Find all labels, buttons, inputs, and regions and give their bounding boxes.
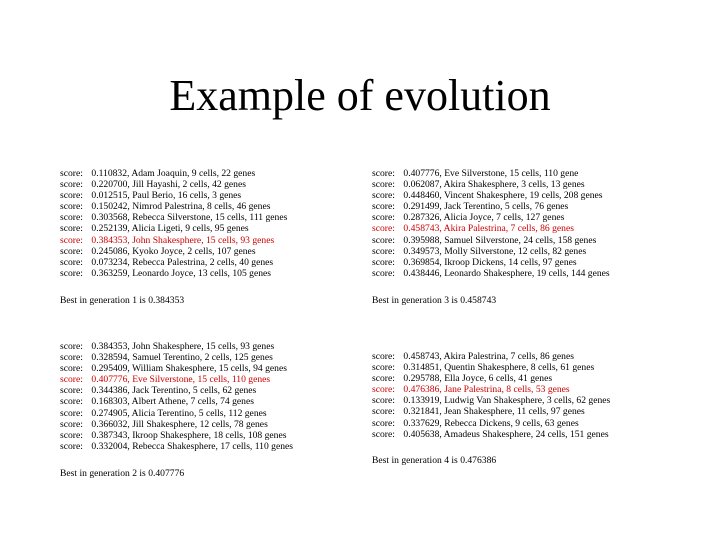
individual-row: score: 0.314851, Quentin Shakesphere, 8 cells, 61 genes	[372, 362, 595, 374]
score-value: 0.332004	[91, 440, 128, 452]
score-label: score:	[60, 234, 83, 246]
score-value: 0.328594	[91, 352, 128, 364]
score-label: score:	[372, 384, 395, 396]
score-label: score:	[372, 201, 395, 213]
score-label: score:	[60, 201, 83, 213]
individual-row: score: 0.438446, Leonardo Shakesphere, 19 cells, 144 genes	[372, 267, 610, 279]
individual-row: score: 0.287326, Alicia Joyce, 7 cells, 127 genes	[372, 212, 565, 224]
individual-description: Alicia Ligeti, 9 cells, 95 genes	[131, 223, 249, 235]
individual-row: score: 0.448460, Vincent Shakesphere, 19 cells, 208 genes	[372, 190, 603, 202]
individual-description: Jean Shakesphere, 11 cells, 97 genes	[444, 406, 585, 418]
score-label: score:	[372, 417, 395, 429]
score-value: 0.395988	[403, 234, 440, 246]
individual-row: score: 0.387343, Ikroop Shakesphere, 18 cells, 108 genes	[60, 429, 287, 441]
score-label: score:	[60, 407, 83, 419]
individual-row: score: 0.328594, Samuel Terentino, 2 cells, 125 genes	[60, 352, 273, 364]
score-value: 0.369854	[403, 256, 440, 268]
score-value: 0.366032	[91, 418, 128, 430]
score-value: 0.295409	[91, 363, 128, 375]
individual-description: Albert Athene, 7 cells, 74 genes	[131, 396, 254, 408]
generation-4-panel	[372, 351, 702, 467]
score-value: 0.407776	[403, 168, 440, 179]
score-value: 0.349573	[403, 245, 440, 257]
score-value: 0.407776	[91, 374, 128, 386]
individual-row: score: 0.220700, Jill Hayashi, 2 cells, 42 genes	[60, 179, 246, 191]
score-value: 0.448460	[403, 190, 440, 202]
individual-row: score: 0.332004, Rebecca Shakesphere, 17 cells, 110 genes	[60, 440, 293, 452]
individual-description: Jack Terentino, 5 cells, 62 genes	[132, 385, 257, 397]
score-label: score:	[60, 374, 83, 386]
score-label: score:	[60, 168, 83, 179]
score-value: 0.295788	[403, 373, 440, 385]
score-value: 0.150242	[91, 201, 128, 213]
individual-description: Alicia Terentino, 5 cells, 112 genes	[131, 407, 267, 419]
score-value: 0.476386	[403, 384, 440, 396]
individual-description: Adam Joaquin, 9 cells, 22 genes	[131, 168, 256, 179]
score-label: score:	[60, 418, 83, 430]
individual-description: William Shakesphere, 15 cells, 94 genes	[132, 363, 287, 375]
score-label: score:	[60, 223, 83, 235]
individual-row: score: 0.291499, Jack Terentino, 5 cells, 76 genes	[372, 201, 569, 213]
individual-description: Nimrod Palestrina, 8 cells, 46 genes	[132, 201, 271, 213]
generation-4-list	[372, 351, 702, 440]
score-value: 0.458743	[403, 223, 440, 235]
individual-row: score: 0.110832, Adam Joaquin, 9 cells, 22 genes	[60, 168, 256, 179]
score-value: 0.363259	[91, 267, 128, 279]
generation-1-panel	[60, 168, 390, 307]
individual-description: Amadeus Shakesphere, 24 cells, 151 genes	[443, 428, 609, 440]
generation-1-best: Best in generation 1 is 0.384353	[60, 294, 185, 306]
individual-description: Ludwig Van Shakesphere, 3 cells, 62 genes	[444, 395, 611, 407]
score-value: 0.133919	[403, 395, 440, 407]
individual-description: Leonardo Shakesphere, 19 cells, 144 genes	[444, 267, 610, 279]
score-value: 0.252139	[91, 223, 128, 235]
individual-row: score: 0.062087, Akira Shakesphere, 3 cells, 13 genes	[372, 179, 585, 191]
score-label: score:	[372, 168, 395, 179]
individual-description: Eve Silverstone, 15 cells, 110 gene	[444, 168, 579, 179]
individual-description: Jill Shakesphere, 12 cells, 78 genes	[132, 418, 268, 430]
individual-description: Rebecca Shakesphere, 17 cells, 110 genes	[132, 440, 293, 452]
score-label: score:	[372, 351, 395, 362]
individual-row: score: 0.407776, Eve Silverstone, 15 cells, 110 gene	[372, 168, 579, 179]
individual-row: score: 0.303568, Rebecca Silverstone, 15 cells, 111 genes	[60, 212, 288, 224]
generation-2-best: Best in generation 2 is 0.407776	[60, 467, 185, 479]
generation-3-list	[372, 168, 702, 279]
generation-1-list	[60, 168, 390, 279]
score-label: score:	[372, 373, 395, 385]
score-value: 0.287326	[403, 212, 440, 224]
score-value: 0.168303	[91, 396, 128, 408]
individual-row: score: 0.150242, Nimrod Palestrina, 8 cells, 46 genes	[60, 201, 271, 213]
individual-row: score: 0.369854, Ikroop Dickens, 14 cells, 97 genes	[372, 256, 577, 268]
score-label: score:	[372, 245, 395, 257]
score-value: 0.344386	[91, 385, 128, 397]
individual-description: Akira Palestrina, 7 cells, 86 genes	[443, 351, 574, 362]
score-value: 0.073234	[91, 256, 128, 268]
individual-description: Samuel Terentino, 2 cells, 125 genes	[132, 352, 273, 364]
individual-row: score: 0.363259, Leonardo Joyce, 13 cells, 105 genes	[60, 267, 271, 279]
individual-description: Ella Joyce, 6 cells, 41 genes	[444, 373, 553, 385]
individual-description: Ikroop Dickens, 14 cells, 97 genes	[444, 256, 577, 268]
generation-2-panel	[60, 341, 390, 480]
score-label: score:	[372, 179, 395, 191]
score-value: 0.012515	[91, 190, 128, 202]
individual-description: Kyoko Joyce, 2 cells, 107 genes	[132, 245, 256, 257]
individual-row: score: 0.073234, Rebecca Palestrina, 2 cells, 40 genes	[60, 256, 274, 268]
score-value: 0.405638	[403, 428, 440, 440]
individual-row: score: 0.321841, Jean Shakesphere, 11 cells, 97 genes	[372, 406, 585, 418]
generation-2-list	[60, 341, 390, 452]
individual-description: Rebecca Dickens, 9 cells, 63 genes	[444, 417, 579, 429]
score-label: score:	[60, 179, 83, 191]
score-label: score:	[372, 395, 395, 407]
score-value: 0.458743	[403, 351, 440, 362]
best-individual-row: score: 0.407776, Eve Silverstone, 15 cells, 110 genes	[60, 374, 271, 386]
score-label: score:	[60, 429, 83, 441]
individual-description: Leonardo Joyce, 13 cells, 105 genes	[132, 267, 271, 279]
individual-description: Eve Silverstone, 15 cells, 110 genes	[132, 374, 271, 386]
individual-row: score: 0.384353, John Shakesphere, 15 cells, 93 genes	[60, 341, 275, 352]
score-value: 0.220700	[91, 179, 128, 191]
individual-row: score: 0.295788, Ella Joyce, 6 cells, 41 genes	[372, 373, 553, 385]
score-label: score:	[60, 341, 83, 352]
score-label: score:	[372, 223, 395, 235]
score-label: score:	[60, 352, 83, 364]
individual-description: Quentin Shakesphere, 8 cells, 61 genes	[444, 362, 595, 374]
score-label: score:	[60, 267, 83, 279]
score-value: 0.337629	[403, 417, 440, 429]
individual-description: Jill Hayashi, 2 cells, 42 genes	[132, 179, 246, 191]
score-label: score:	[60, 256, 83, 268]
individual-description: Jack Terentino, 5 cells, 76 genes	[444, 201, 569, 213]
slide-title: Example of evolution	[169, 71, 551, 120]
score-value: 0.387343	[91, 429, 128, 441]
score-value: 0.110832	[91, 168, 128, 179]
score-label: score:	[60, 190, 83, 202]
best-individual-row: score: 0.458743, Akira Palestrina, 7 cells, 86 genes	[372, 223, 574, 235]
score-value: 0.303568	[91, 212, 128, 224]
score-label: score:	[60, 385, 83, 397]
individual-row: score: 0.344386, Jack Terentino, 5 cells, 62 genes	[60, 385, 257, 397]
individual-description: John Shakesphere, 15 cells, 93 genes	[132, 341, 275, 352]
individual-row: score: 0.133919, Ludwig Van Shakesphere, 3 cells, 62 genes	[372, 395, 611, 407]
score-label: score:	[60, 245, 83, 257]
individual-row: score: 0.295409, William Shakesphere, 15 cells, 94 genes	[60, 363, 287, 375]
score-label: score:	[372, 212, 395, 224]
score-value: 0.245086	[91, 245, 128, 257]
individual-description: Rebecca Palestrina, 2 cells, 40 genes	[132, 256, 274, 268]
individual-row: score: 0.337629, Rebecca Dickens, 9 cells, 63 genes	[372, 417, 579, 429]
individual-description: Ikroop Shakesphere, 18 cells, 108 genes	[132, 429, 287, 441]
individual-description: Rebecca Silverstone, 15 cells, 111 genes	[132, 212, 288, 224]
individual-description: Vincent Shakesphere, 19 cells, 208 genes	[444, 190, 603, 202]
individual-description: Molly Silverstone, 12 cells, 82 genes	[444, 245, 587, 257]
score-value: 0.274905	[91, 407, 128, 419]
individual-row: score: 0.274905, Alicia Terentino, 5 cells, 112 genes	[60, 407, 267, 419]
individual-row: score: 0.349573, Molly Silverstone, 12 cells, 82 genes	[372, 245, 587, 257]
generation-3-panel	[372, 168, 702, 307]
score-label: score:	[372, 234, 395, 246]
individual-description: John Shakesphere, 15 cells, 93 genes	[132, 234, 275, 246]
individual-description: Akira Palestrina, 7 cells, 86 genes	[443, 223, 574, 235]
score-label: score:	[372, 267, 395, 279]
score-label: score:	[372, 190, 395, 202]
individual-row: score: 0.366032, Jill Shakesphere, 12 cells, 78 genes	[60, 418, 268, 430]
score-label: score:	[372, 362, 395, 374]
individual-row: score: 0.012515, Paul Berio, 16 cells, 3 genes	[60, 190, 242, 202]
individual-row: score: 0.252139, Alicia Ligeti, 9 cells, 95 genes	[60, 223, 249, 235]
score-label: score:	[60, 396, 83, 408]
score-value: 0.438446	[403, 267, 440, 279]
score-value: 0.291499	[403, 201, 440, 213]
score-value: 0.384353	[91, 341, 128, 352]
individual-row: score: 0.245086, Kyoko Joyce, 2 cells, 107 genes	[60, 245, 256, 257]
score-label: score:	[60, 440, 83, 452]
individual-description: Samuel Silverstone, 24 cells, 158 genes	[444, 234, 597, 246]
generation-3-best: Best in generation 3 is 0.458743	[372, 294, 497, 306]
score-value: 0.384353	[91, 234, 128, 246]
best-individual-row: score: 0.476386, Jane Palestrina, 8 cells, 53 genes	[372, 384, 570, 396]
score-label: score:	[372, 406, 395, 418]
individual-row: score: 0.395988, Samuel Silverstone, 24 cells, 158 genes	[372, 234, 597, 246]
individual-description: Alicia Joyce, 7 cells, 127 genes	[443, 212, 565, 224]
individual-row: score: 0.168303, Albert Athene, 7 cells, 74 genes	[60, 396, 254, 408]
score-label: score:	[60, 212, 83, 224]
score-value: 0.314851	[403, 362, 440, 374]
score-label: score:	[372, 256, 395, 268]
best-individual-row: score: 0.384353, John Shakesphere, 15 cells, 93 genes	[60, 234, 275, 246]
individual-row: score: 0.458743, Akira Palestrina, 7 cells, 86 genes	[372, 351, 574, 362]
score-value: 0.321841	[403, 406, 440, 418]
individual-description: Akira Shakesphere, 3 cells, 13 genes	[443, 179, 585, 191]
score-value: 0.062087	[403, 179, 440, 191]
individual-row: score: 0.405638, Amadeus Shakesphere, 24 cells, 151 genes	[372, 428, 609, 440]
generation-4-best: Best in generation 4 is 0.476386	[372, 454, 497, 466]
score-label: score:	[372, 428, 395, 440]
individual-description: Paul Berio, 16 cells, 3 genes	[132, 190, 242, 202]
score-label: score:	[60, 363, 83, 375]
individual-description: Jane Palestrina, 8 cells, 53 genes	[444, 384, 570, 396]
